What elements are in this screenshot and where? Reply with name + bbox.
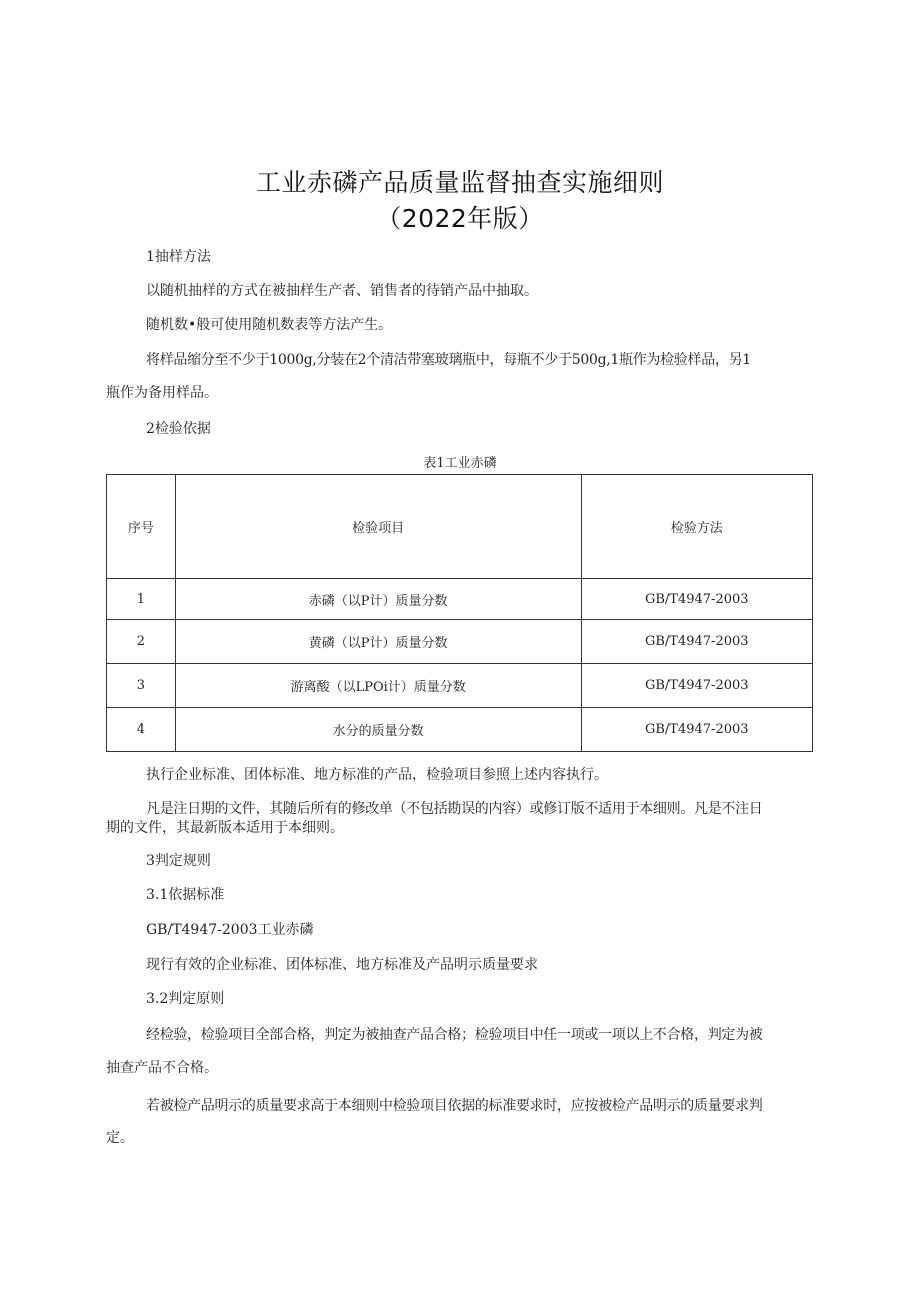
cell-item: 赤磷（以P计）质量分数 <box>175 579 581 620</box>
section-3-heading: 3判定规则 <box>146 853 211 869</box>
header-cell-method: 检验方法 <box>581 475 812 579</box>
section-2-paragraph: 凡是注日期的文件，其随后所有的修改单（不包括勘误的内容）或修订版不适用于本细则。凡是不注日 <box>146 801 763 817</box>
cell-item: 黄磷（以P计）质量分数 <box>175 620 581 664</box>
table-caption: 表1工业赤磷 <box>423 456 497 471</box>
cell-method: GB/T4947-2003 <box>581 620 812 664</box>
inspection-table <box>106 474 813 752</box>
document-title: 工业赤磷产品质量监督抽查实施细则 <box>255 168 664 197</box>
document-title-edition: （2022年版） <box>376 204 544 233</box>
standard-item: 现行有效的企业标准、团体标准、地方标准及产品明示质量要求 <box>146 957 538 973</box>
subsection-3-2-heading: 3.2判定原则 <box>146 991 225 1007</box>
cell-method: GB/T4947-2003 <box>581 708 812 752</box>
cell-method: GB/T4947-2003 <box>581 579 812 620</box>
table-row <box>107 620 813 664</box>
standard-item: GB/T4947-2003工业赤磷 <box>146 922 314 938</box>
section-1-paragraph-cont: 瓶作为备用样品。 <box>106 385 218 401</box>
section-2-paragraph: 执行企业标准、团体标准、地方标准的产品，检验项目参照上述内容执行。 <box>146 767 608 783</box>
section-1-heading: 1抽样方法 <box>146 249 211 265</box>
cell-item: 水分的质量分数 <box>175 708 581 752</box>
table-row <box>107 664 813 708</box>
subsection-3-1-heading: 3.1依据标准 <box>146 887 225 903</box>
cell-index: 2 <box>107 620 176 664</box>
cell-method: GB/T4947-2003 <box>581 664 812 708</box>
cell-index: 3 <box>107 664 176 708</box>
section-2-paragraph-cont: 期的文件，其最新版本适用于本细则。 <box>106 820 344 836</box>
table-row <box>107 708 813 752</box>
judgement-paragraph: 若被检产品明示的质量要求高于本细则中检验项目依据的标准要求时，应按被检产品明示的质量要求判 <box>146 1098 763 1114</box>
table-row <box>107 579 813 620</box>
section-2-heading: 2检验依据 <box>146 421 211 437</box>
cell-item: 游离酸（以LPOi计）质量分数 <box>175 664 581 708</box>
header-cell-item: 检验项目 <box>175 475 581 579</box>
cell-index: 4 <box>107 708 176 752</box>
section-1-paragraph: 以随机抽样的方式在被抽样生产者、销售者的待销产品中抽取。 <box>146 283 538 299</box>
header-cell-index: 序号 <box>107 475 176 579</box>
section-1-paragraph: 随机数•般可使用随机数表等方法产生。 <box>146 317 393 333</box>
judgement-paragraph-cont: 抽查产品不合格。 <box>106 1060 218 1076</box>
table-header-row <box>107 475 813 579</box>
cell-index: 1 <box>107 579 176 620</box>
judgement-paragraph-cont: 定。 <box>106 1130 134 1146</box>
judgement-paragraph: 经检验，检验项目全部合格，判定为被抽查产品合格；检验项目中任一项或一项以上不合格，判定为被 <box>146 1027 763 1043</box>
section-1-paragraph: 将样品缩分至不少于1000g,分装在2个清洁带塞玻璃瓶中，每瓶不少于500g,1瓶作为检验样品，另1 <box>146 352 751 368</box>
